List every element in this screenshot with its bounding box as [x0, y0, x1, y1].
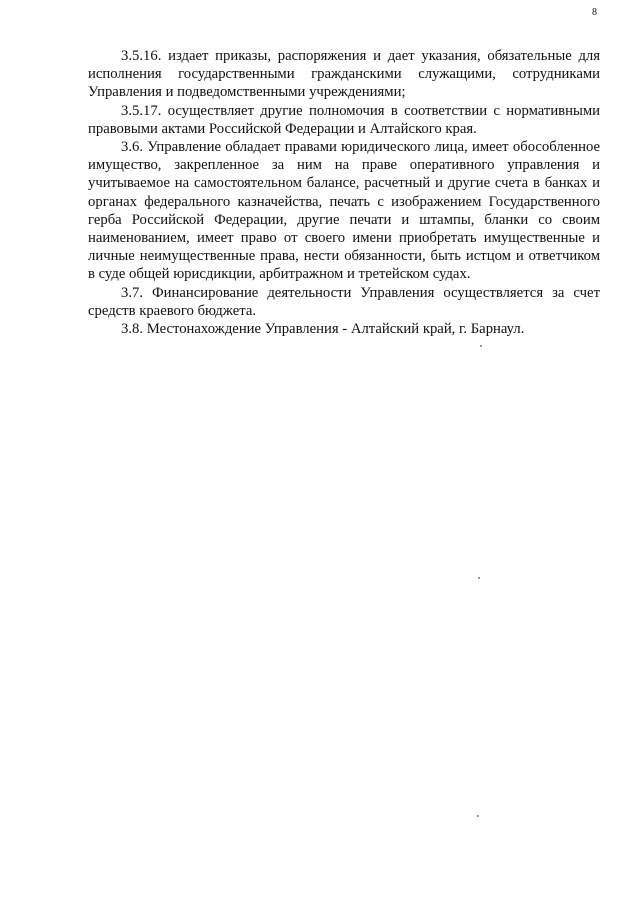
paragraph-3-8: 3.8. Местонахождение Управления - Алтайский край, г. Барнаул. — [121, 321, 525, 338]
paragraph-3-7: 3.7. Финансирование деятельности Управления осуществляется за счет средств краевого бюджета. — [88, 284, 600, 319]
document-body — [88, 47, 600, 338]
paragraph-3-6: 3.6. Управление обладает правами юридического лица, имеет обособленное имущество, закрепленное за ним на праве оперативного управления и учитываемое на самостоятельном балансе, расчетный и другие счета в банках и органах федерального казначейства, печать с изображением Государственного герба Российской Федерации, другие печати и штампы, бланки со своим наименованием, имеет право от своего имени приобретать имущественные и личные неимущественные права, нести обязанности, быть истцом и ответчиком в суде общей юрисдикции, арбитражном и третейском судах. — [88, 139, 600, 283]
paragraph-3-5-17: 3.5.17. осуществляет другие полномочия в соответствии с нормативными правовыми актами Российской Федерации и Алтайского края. — [88, 102, 600, 137]
scan-speck — [477, 815, 479, 817]
scan-speck — [480, 345, 482, 347]
scan-speck — [478, 577, 480, 579]
paragraph-3-5-16: 3.5.16. издает приказы, распоряжения и дает указания, обязательные для исполнения государственными гражданскими служащими, сотрудниками Управления и подведомственными учреждениями; — [88, 48, 600, 101]
page-number: 8 — [592, 7, 597, 18]
